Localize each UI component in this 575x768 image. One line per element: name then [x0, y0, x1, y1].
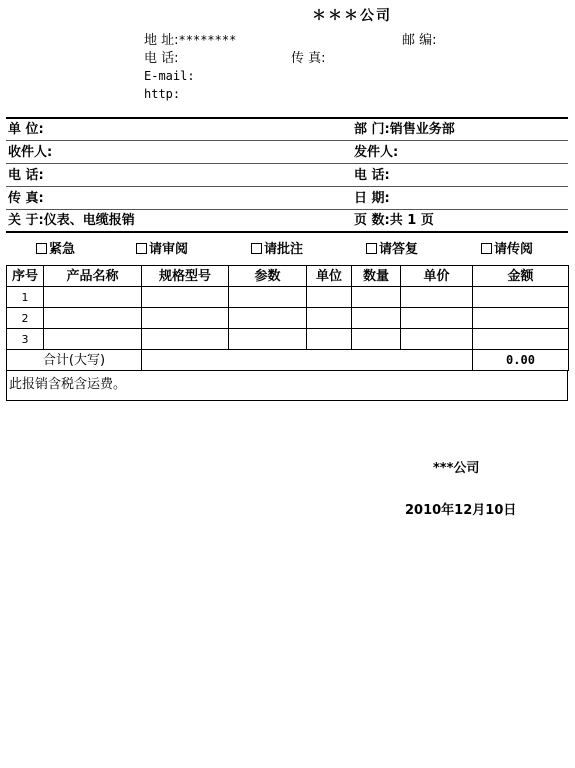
col-header-unit: 单位	[307, 266, 352, 287]
checkbox-review[interactable]: 请审阅	[136, 243, 188, 256]
email-label: E-mail:	[144, 69, 195, 83]
checkbox-icon	[481, 243, 492, 254]
phone-left-label: 电 话:	[8, 168, 44, 183]
checkbox-icon	[366, 243, 377, 254]
row-number: 3	[7, 329, 44, 350]
col-header-product: 产品名称	[44, 266, 142, 287]
table-header-row	[7, 266, 569, 287]
date-label: 日 期:	[354, 191, 390, 206]
signature-date: 2010年12月10日	[405, 503, 517, 518]
total-amount: 0.00	[473, 350, 569, 371]
company-title: ＊＊＊公司	[312, 8, 392, 24]
address-line	[144, 34, 236, 47]
col-header-price: 单价	[401, 266, 473, 287]
row-number: 1	[7, 287, 44, 308]
sender-label: 发件人:	[354, 145, 399, 160]
about-value: 仪表、电缆报销	[43, 213, 135, 228]
checkbox-icon	[136, 243, 147, 254]
divider	[6, 140, 568, 141]
note-box	[6, 370, 568, 401]
note-text: 此报销含税含运费。	[9, 377, 127, 392]
checkbox-icon	[251, 243, 262, 254]
col-header-spec: 规格型号	[142, 266, 229, 287]
items-table	[6, 265, 569, 371]
row-number: 2	[7, 308, 44, 329]
table-row	[7, 329, 569, 350]
fax-label: 传 真:	[291, 51, 326, 66]
pages-field	[354, 214, 434, 227]
col-header-amount: 金额	[473, 266, 569, 287]
dept-value: 销售业务部	[389, 122, 455, 137]
signature-company: ***公司	[433, 461, 480, 476]
divider	[6, 163, 568, 164]
address-label: 地 址:	[144, 33, 179, 48]
unit-label: 单 位:	[8, 122, 44, 137]
pages-label: 页 数:	[354, 213, 390, 228]
total-row	[7, 350, 569, 371]
dept-field	[354, 123, 455, 136]
checkbox-reply[interactable]: 请答复	[366, 243, 418, 256]
about-field	[8, 214, 135, 227]
fax-left-label: 传 真:	[8, 191, 44, 206]
divider	[6, 209, 568, 210]
col-header-no: 序号	[7, 266, 44, 287]
phone-label: 电 话:	[144, 51, 179, 66]
phone-right-label: 电 话:	[354, 168, 390, 183]
col-header-param: 参数	[229, 266, 307, 287]
divider-top	[6, 117, 568, 119]
pages-value: 共 1 页	[389, 213, 434, 228]
recipient-label: 收件人:	[8, 145, 53, 160]
dept-label: 部 门:	[354, 122, 390, 137]
http-label: http:	[144, 87, 181, 101]
checkbox-urgent[interactable]: 紧急	[36, 243, 75, 256]
table-row	[7, 308, 569, 329]
postcode-label: 邮 编:	[402, 33, 437, 48]
about-label: 关 于:	[8, 213, 44, 228]
total-label: 合计(大写)	[7, 350, 142, 371]
checkbox-comment[interactable]: 请批注	[251, 243, 303, 256]
address-value: ********	[178, 33, 237, 47]
divider	[6, 186, 568, 187]
divider-bottom	[6, 231, 568, 233]
checkbox-icon	[36, 243, 47, 254]
checkbox-circulate[interactable]: 请传阅	[481, 243, 533, 256]
table-row	[7, 287, 569, 308]
col-header-qty: 数量	[352, 266, 401, 287]
